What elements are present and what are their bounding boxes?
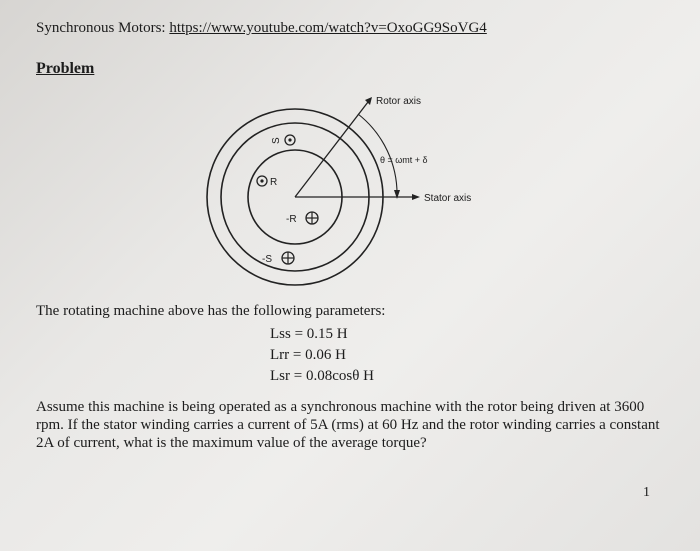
equation-lrr: Lrr = 0.06 H <box>270 347 346 363</box>
r-dot-center <box>260 179 263 182</box>
s-label: S <box>271 137 282 144</box>
neg-s-label: -S <box>262 254 272 265</box>
header-prefix: Synchronous Motors: <box>36 20 170 36</box>
problem-heading: Problem <box>36 60 95 77</box>
neg-r-label: -R <box>286 214 297 225</box>
parameters-intro: The rotating machine above has the following parameters: <box>36 303 386 319</box>
equation-lss: Lss = 0.15 H <box>270 326 348 342</box>
stator-axis-label: Stator axis <box>424 193 472 204</box>
rotor-axis-label: Rotor axis <box>376 96 422 107</box>
problem-statement: Assume this machine is being operated as a synchronous machine with the rotor being driven at 3600 rpm. If the stator winding carries a current of 5A (rms) at 60 Hz and the rotor winding carries a constant 2A of current, what is the maximum value of the average torque? <box>36 399 660 451</box>
page-number: 1 <box>643 485 650 500</box>
stator-axis-arrowhead <box>412 194 420 200</box>
r-label: R <box>270 177 278 188</box>
equation-lsr: Lsr = 0.08cosθ H <box>270 368 374 384</box>
video-link[interactable]: https://www.youtube.com/watch?v=OxoGG9SoVG4 <box>169 20 487 36</box>
angle-label: θ = ωmt + δ <box>380 155 428 165</box>
s-dot-center <box>288 138 291 141</box>
